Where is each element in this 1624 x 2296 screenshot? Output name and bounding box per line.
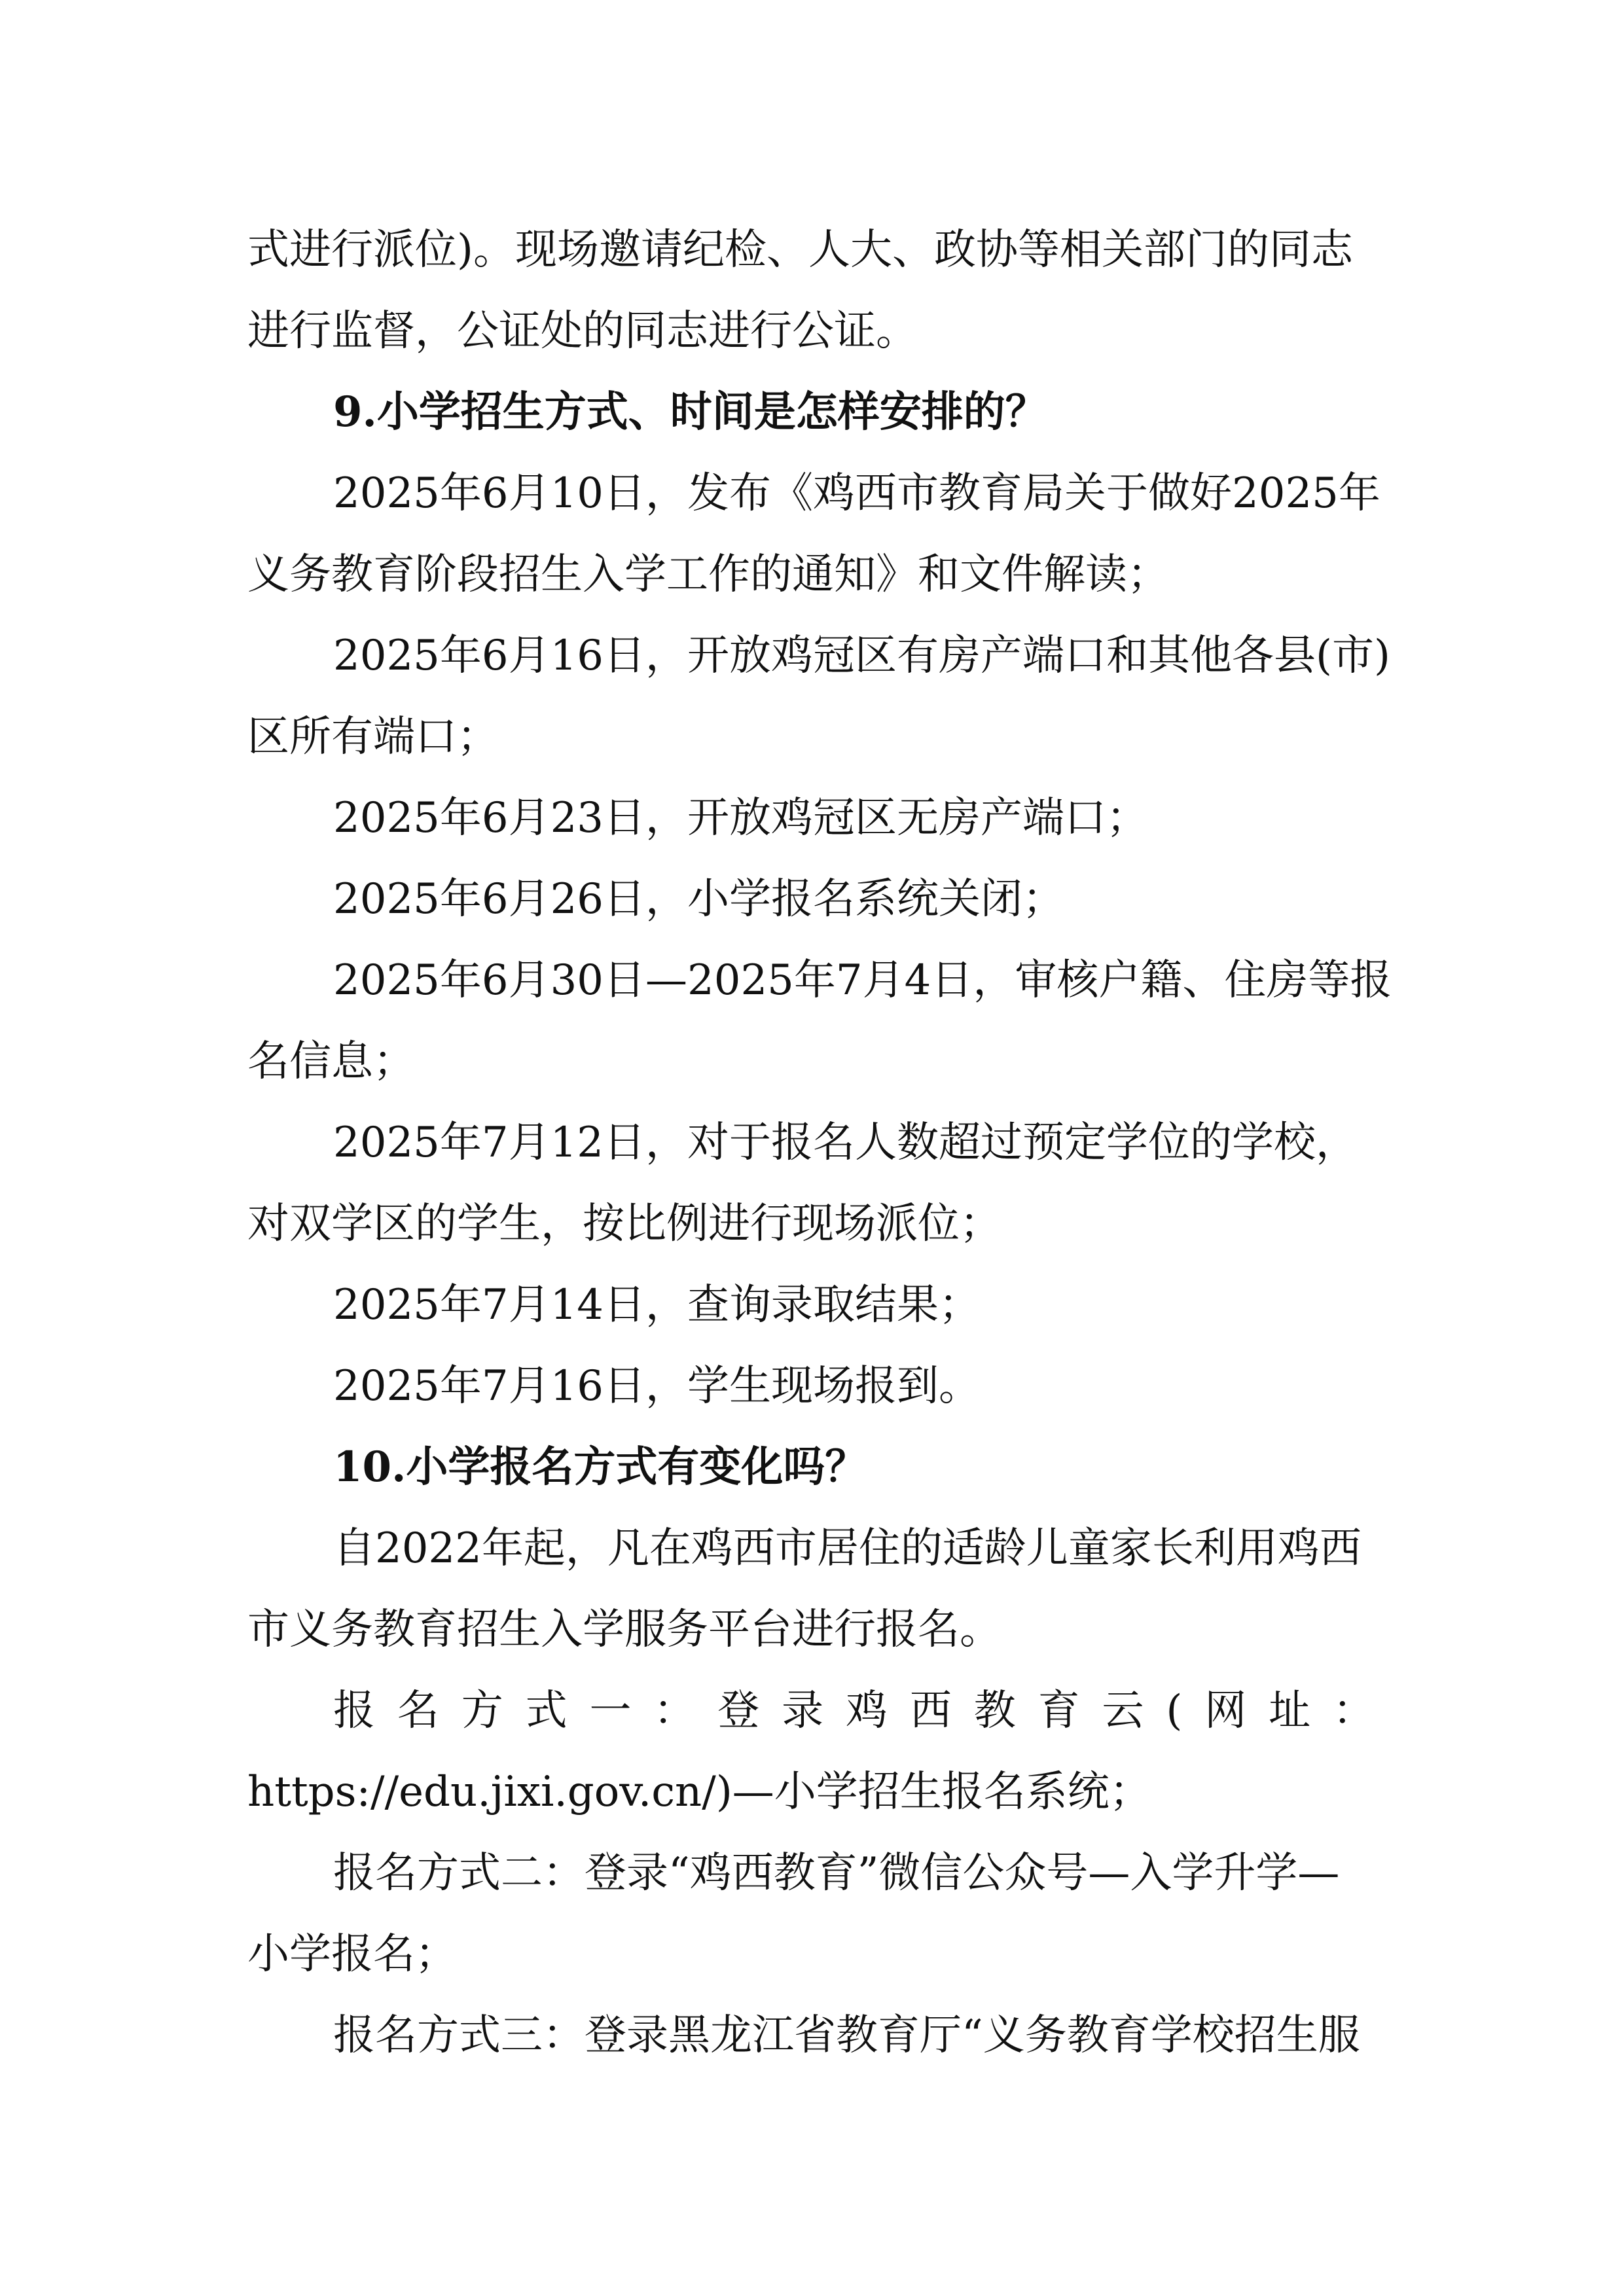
- question-heading-9: 9.小学招生方式、时间是怎样安排的？: [333, 387, 1047, 437]
- paragraph-line: 报名方式三：登录黑龙江省教育厅“义务教育学校招生服: [333, 2011, 1360, 2060]
- paragraph-line: 式进行派位)。现场邀请纪检、人大、政协等相关部门的同志: [247, 226, 1353, 274]
- paragraph-line: 2025年6月30日—2025年7月4日，审核户籍、住房等报: [333, 956, 1392, 1005]
- paragraph-line: 2025年7月12日，对于报名人数超过预定学位的学校，: [333, 1119, 1358, 1167]
- paragraph-line: 2025年7月14日，查询录取结果；: [333, 1281, 981, 1329]
- paragraph-line: 2025年6月23日，开放鸡冠区无房产端口；: [333, 794, 1149, 842]
- paragraph-line: 2025年7月16日，学生现场报到。: [333, 1362, 981, 1410]
- paragraph-line: 2025年6月16日，开放鸡冠区有房产端口和其他各县(市): [333, 632, 1390, 680]
- paragraph-line: 对双学区的学生，按比例进行现场派位；: [247, 1200, 1001, 1248]
- paragraph-line: 区所有端口；: [247, 713, 499, 761]
- paragraph-line: 2025年6月10日，发布《鸡西市教育局关于做好2025年: [333, 469, 1380, 518]
- paragraph-line: 自2022年起，凡在鸡西市居住的适龄儿童家长利用鸡西: [333, 1524, 1362, 1573]
- paragraph-line: 2025年6月26日，小学报名系统关闭；: [333, 875, 1065, 924]
- url-line: https://edu.jixi.gov.cn/)—小学招生报名系统；: [247, 1768, 1151, 1816]
- paragraph-line: 报名方式一：登录鸡西教育云(网址：: [333, 1687, 1375, 1735]
- paragraph-line: 进行监督，公证处的同志进行公证。: [247, 307, 918, 355]
- paragraph-line: 报名方式二：登录“鸡西教育”微信公众号—入学升学—: [333, 1849, 1340, 1897]
- paragraph-line: 名信息；: [247, 1037, 415, 1086]
- question-heading-10: 10.小学报名方式有变化吗？: [333, 1443, 867, 1492]
- paragraph-line: 义务教育阶段招生入学工作的通知》和文件解读；: [247, 550, 1169, 599]
- paragraph-line: 小学报名；: [247, 1930, 457, 1979]
- paragraph-line: 市义务教育招生入学服务平台进行报名。: [247, 1605, 1001, 1654]
